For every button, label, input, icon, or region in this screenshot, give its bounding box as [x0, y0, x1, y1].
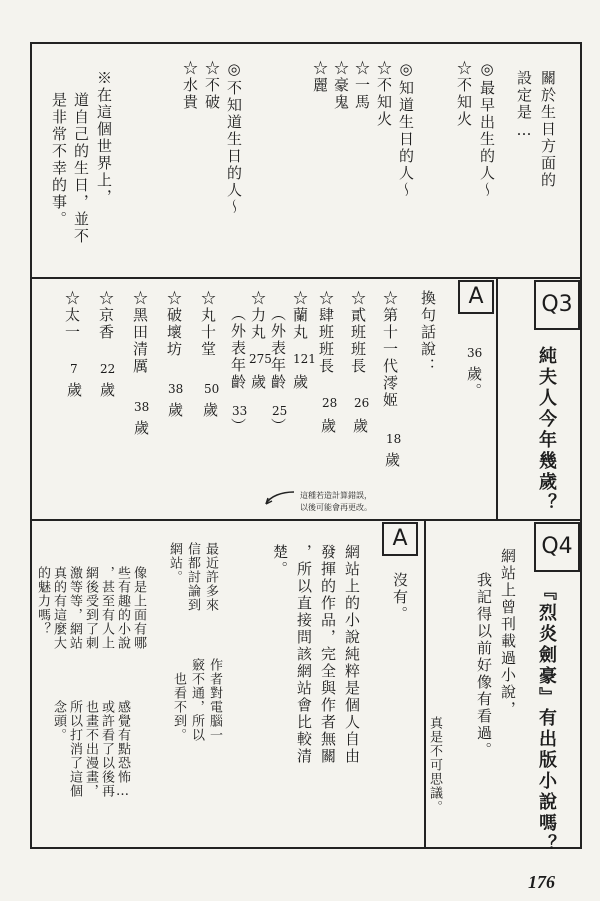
q3-tag: Q3: [541, 292, 573, 317]
age-entry-label: ☆破壞坊: [165, 290, 183, 358]
correction-arrow-icon: [262, 490, 296, 508]
q4-comment-line7: 的魅力嗎？: [35, 566, 50, 636]
q4-question: 『烈炎劍豪』有出版小說嗎？: [536, 582, 557, 855]
age-entry-unit: 歲: [201, 402, 219, 419]
age-entry-label: ☆力丸: [249, 290, 267, 341]
known-birthday-name-4: ☆麗: [311, 60, 329, 94]
age-entry-number: 22: [100, 362, 116, 376]
q3-answer-tag: A: [468, 284, 484, 309]
q4-afterthought-line2: 或許看了以後再: [99, 700, 114, 798]
q4-afterthought-line1: 感覺有點恐怖…: [115, 700, 130, 800]
q3-answer-unit: 歲。: [465, 366, 483, 400]
earliest-born-name: ☆不知火: [455, 60, 473, 128]
age-entry-unit: 歲: [383, 452, 401, 469]
q4-side-note-line2: 信都討論到: [185, 542, 200, 612]
age-entry-label: ☆京香: [97, 290, 115, 341]
age-entry-unit: 歲: [319, 418, 337, 435]
birthday-note-line3: 是非常不幸的事。: [50, 92, 68, 228]
q4-comment-line5: 激等等，網站: [67, 566, 82, 650]
q4-answer-tag: A: [392, 526, 408, 551]
age-entry-unit: 歲: [132, 420, 150, 437]
age-entry-number: 38: [168, 382, 184, 396]
q4-afterthought-line4: 所以打消了這個: [67, 700, 82, 798]
page-number: 176: [528, 872, 555, 892]
age-entry-label: ☆蘭丸: [291, 290, 309, 341]
age-entry-unit: 歲: [249, 374, 267, 391]
q4-side-note-line1: 最近許多來: [203, 542, 218, 612]
known-birthday-heading: ◎知道生日的人〜: [397, 60, 415, 199]
age-entry-number: 38: [134, 400, 150, 414]
correction-note-line1: 這種若造計算錯誤，: [300, 491, 372, 500]
q4-afterthought-line5: 念頭。: [51, 700, 66, 742]
age-entry-label: ☆肆班班長: [317, 290, 335, 375]
unknown-birthday-heading: ◎不知道生日的人〜: [225, 60, 243, 216]
known-birthday-name-1: ☆不知火: [375, 60, 393, 128]
q3-question-divider: [496, 277, 498, 519]
age-entry-label: ☆黑田清厲: [131, 290, 149, 375]
age-entry-number: 7: [70, 362, 78, 376]
age-entry-label: ☆第十一代澪姬: [381, 290, 399, 409]
age-entry-appearance-number: 25: [272, 404, 288, 418]
q4-side-note-line3: 網站。: [167, 542, 182, 584]
age-entry-number: 26: [354, 396, 370, 410]
q4-answer-head: 沒有。: [391, 572, 409, 623]
age-entry-unit: 歲: [291, 374, 309, 391]
birthday-note-line1: ※在這個世界上，: [95, 70, 113, 206]
birthday-intro-line1: 關於生日方面的: [539, 70, 557, 189]
q4-answer-line1: 網站上的小說純粹是個人自由: [343, 544, 361, 765]
age-entry-label: ☆太一: [63, 290, 81, 341]
section-divider-top: [30, 277, 582, 279]
q4-answer-line3: ，所以直接問該網站會比較清: [295, 544, 313, 765]
age-entry-unit: 歲: [166, 402, 184, 419]
q3-question: 純夫人今年幾歲？: [536, 346, 557, 514]
age-entry-number: 18: [386, 432, 402, 446]
q4-side-note-line6: 也看不到。: [171, 672, 186, 742]
age-entry-appearance-close: ）: [229, 418, 247, 435]
age-entry-appearance-close: ）: [269, 418, 287, 435]
q4-answer-line4: 楚。: [271, 544, 289, 578]
age-entry-unit: 歲: [65, 382, 83, 399]
unknown-birthday-name-2: ☆水貴: [181, 60, 199, 111]
q3-answer-number: 36: [467, 346, 483, 360]
known-birthday-name-3: ☆豪鬼: [332, 60, 350, 111]
birthday-intro-line2: 設定是…: [515, 70, 533, 141]
q4-question-divider: [424, 519, 426, 849]
unknown-birthday-name-1: ☆不破: [203, 60, 221, 111]
q4-comment-line4: 網後受到了刺: [83, 566, 98, 650]
known-birthday-name-2: ☆一馬: [353, 60, 371, 111]
q4-side-note-line4: 作者對電腦一: [207, 658, 222, 742]
age-entry-number: 50: [204, 382, 220, 396]
correction-note-line2: 以後可能會再更改。: [300, 503, 372, 512]
q4-comment-line3: ，甚至有人上: [99, 566, 114, 650]
age-entry-number: 121: [293, 352, 316, 366]
q4-question-body-line1: 網站上曾刊載過小說，: [499, 548, 517, 718]
age-entry-label: ☆貳班班長: [349, 290, 367, 375]
earliest-born-heading: ◎最早出生的人〜: [478, 60, 496, 199]
q4-question-body-line2: 我記得以前好像有看過。: [475, 572, 493, 759]
age-entry-unit: 歲: [351, 418, 369, 435]
age-entry-label: ☆丸十堂: [199, 290, 217, 358]
age-entry-number: 275: [249, 352, 272, 366]
age-entry-number: 28: [322, 396, 338, 410]
age-entry-appearance-number: 33: [232, 404, 248, 418]
q4-side-note-line5: 竅不通，所以: [189, 658, 204, 742]
age-entry-appearance: （外表年齡: [229, 306, 247, 391]
q4-comment-line6: 真的有這麼大: [51, 566, 66, 650]
q4-answer-line2: 發揮的作品，完全與作者無關: [319, 544, 337, 765]
age-entry-unit: 歲: [98, 382, 116, 399]
q4-tag: Q4: [541, 534, 573, 559]
q4-comment-line1: 像是上面有哪: [131, 566, 146, 650]
q4-comment-line2: 些有趣的小說: [115, 566, 130, 650]
age-entry-appearance: （外表年齡: [269, 306, 287, 391]
birthday-note-line2: 道自己的生日，並不: [72, 92, 90, 245]
q4-afterthought-line3: 也畫不出漫畫，: [83, 700, 98, 798]
q4-question-aside: 真是不可思議。: [427, 716, 442, 814]
section-divider-middle: [30, 519, 582, 521]
q3-intro: 換句話說：: [419, 290, 437, 375]
